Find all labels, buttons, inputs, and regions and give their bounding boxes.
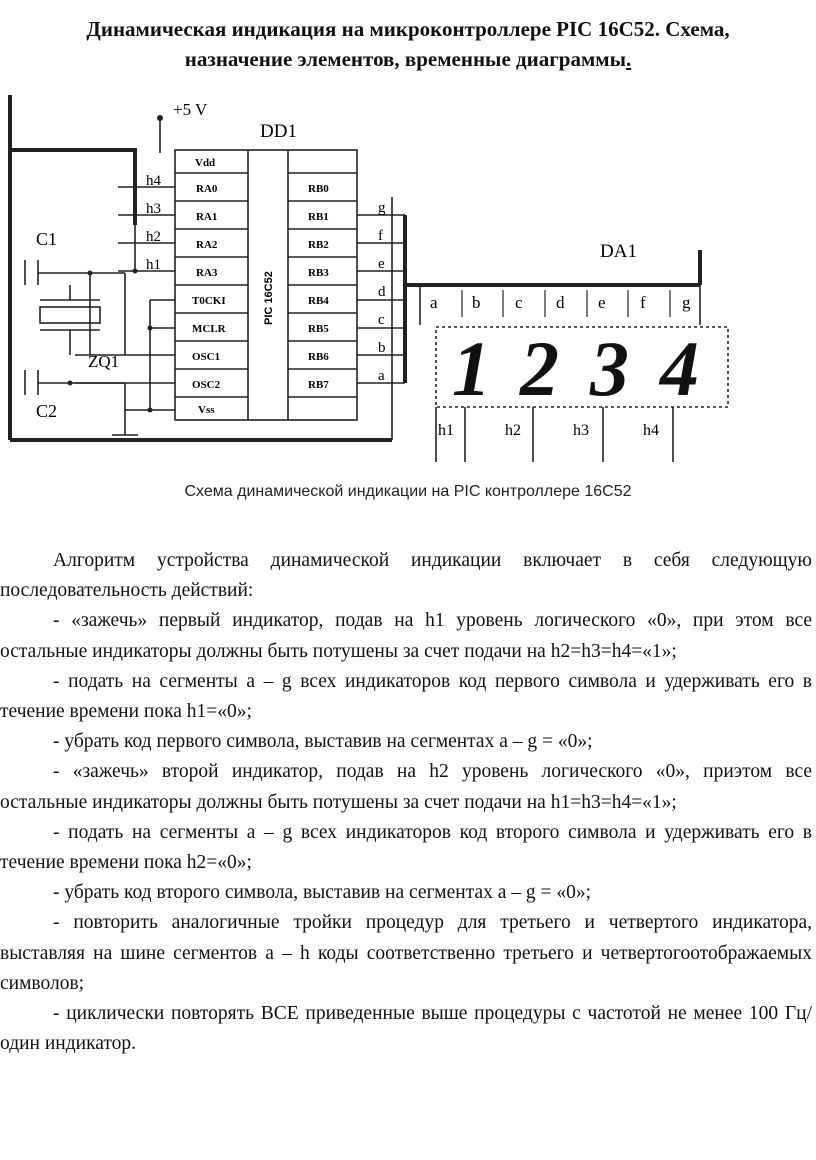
cap-c1-label: C1 [36,229,58,249]
common-h2: h2 [505,422,521,439]
out-a: a [378,368,385,384]
out-c: c [378,312,385,328]
power-label: +5 V [173,100,208,119]
out-f: f [378,228,383,244]
pin-osc2: OSC2 [192,379,221,391]
pin-rb2: RB2 [308,239,329,251]
body-text [0,546,812,1059]
pin-rb7: RB7 [308,379,329,391]
display-digit-2: 2 [520,325,559,412]
title-period: . [625,47,632,71]
out-b: b [378,340,386,356]
out-d: d [378,284,386,300]
display-digit-1: 1 [452,325,491,412]
pin-rb4: RB4 [308,295,329,307]
disp-seg-d: d [556,293,565,312]
page-title [0,14,816,74]
label-h1: h1 [146,257,161,273]
step-7: - повторить аналогичные тройки процедур для третьего и четвертого индикатора, выставляя на шине сегментов а – h коды соответственно третьего и четвертогоотображаемых символов; [0,912,812,994]
out-e: e [378,256,385,272]
pin-ra1: RA1 [196,211,218,223]
title-line-2 [0,44,816,74]
intro-paragraph: Алгоритм устройства динамической индикации включает в себя следующую последовательность действий: [0,550,812,602]
display-digit-4: 4 [660,325,699,412]
pin-rb3: RB3 [308,267,329,279]
cap-c2-label: C2 [36,401,58,421]
out-g: g [378,200,386,216]
common-h4: h4 [643,422,659,439]
chip-name: DD1 [260,121,297,142]
step-5: - подать на сегменты а – g всех индикаторов код второго символа и удерживать его в течение времени пока h2=«0»; [0,821,812,874]
display-digit-3: 3 [590,325,629,412]
figure-caption: Схема динамической индикации на PIC контроллере 16C52 [184,483,632,500]
pin-osc1: OSC1 [192,351,221,363]
common-h3: h3 [573,422,589,439]
pin-rb1: RB1 [308,211,329,223]
disp-seg-f: f [640,293,646,312]
pin-t0cki: T0CKI [192,295,226,307]
pin-rb6: RB6 [308,351,329,363]
display-name: DA1 [600,241,637,262]
disp-seg-a: a [430,293,438,312]
disp-seg-c: c [515,293,523,312]
pin-rb5: RB5 [308,323,329,335]
pin-rb0: RB0 [308,183,329,195]
step-3: - убрать код первого символа, выставив на сегментах а – g = «0»; [53,731,593,753]
schematic-diagram [0,95,816,475]
step-6: - убрать код второго символа, выставив на сегментах а – g = «0»; [53,882,592,904]
disp-seg-e: e [598,293,606,312]
step-8: - циклически повторять ВСЕ приведенные выше процедуры с частотой не менее 100 Гц/один индикатор. [0,1003,812,1055]
step-4: - «зажечь» второй индикатор, подав на h2 уровень логического «0», приэтом все остальные индикаторы должны быть потушены за счет подачи на h1=h3=h4=«1»; [0,761,812,813]
chip-model: PIC 16C52 [263,271,275,325]
title-line-2-text: назначение элементов, временные диаграммы [184,47,626,71]
pin-ra0: RA0 [196,183,218,195]
pin-vss: Vss [198,404,215,416]
disp-seg-b: b [472,293,481,312]
label-h4: h4 [146,173,161,189]
label-h2: h2 [146,229,161,245]
pin-ra2: RA2 [196,239,218,251]
disp-seg-g: g [682,293,691,312]
common-h1: h1 [438,422,454,439]
step-1: - «зажечь» первый индикатор, подав на h1 уровень логического «0», при этом все остальные индикаторы должны быть потушены за счет подачи на h2=h3=h4=«1»; [0,610,812,662]
step-2: - подать на сегменты а – g всех индикаторов код первого символа и удерживать его в течение времени пока h1=«0»; [0,670,812,723]
label-h3: h3 [146,201,161,217]
crystal-label: ZQ1 [88,352,120,371]
pin-mclr: MCLR [192,323,226,335]
pin-vdd: Vdd [195,157,216,169]
title-line-1: Динамическая индикация на микроконтроллере PIC 16C52. Схема, [86,17,730,41]
pin-ra3: RA3 [196,267,218,279]
